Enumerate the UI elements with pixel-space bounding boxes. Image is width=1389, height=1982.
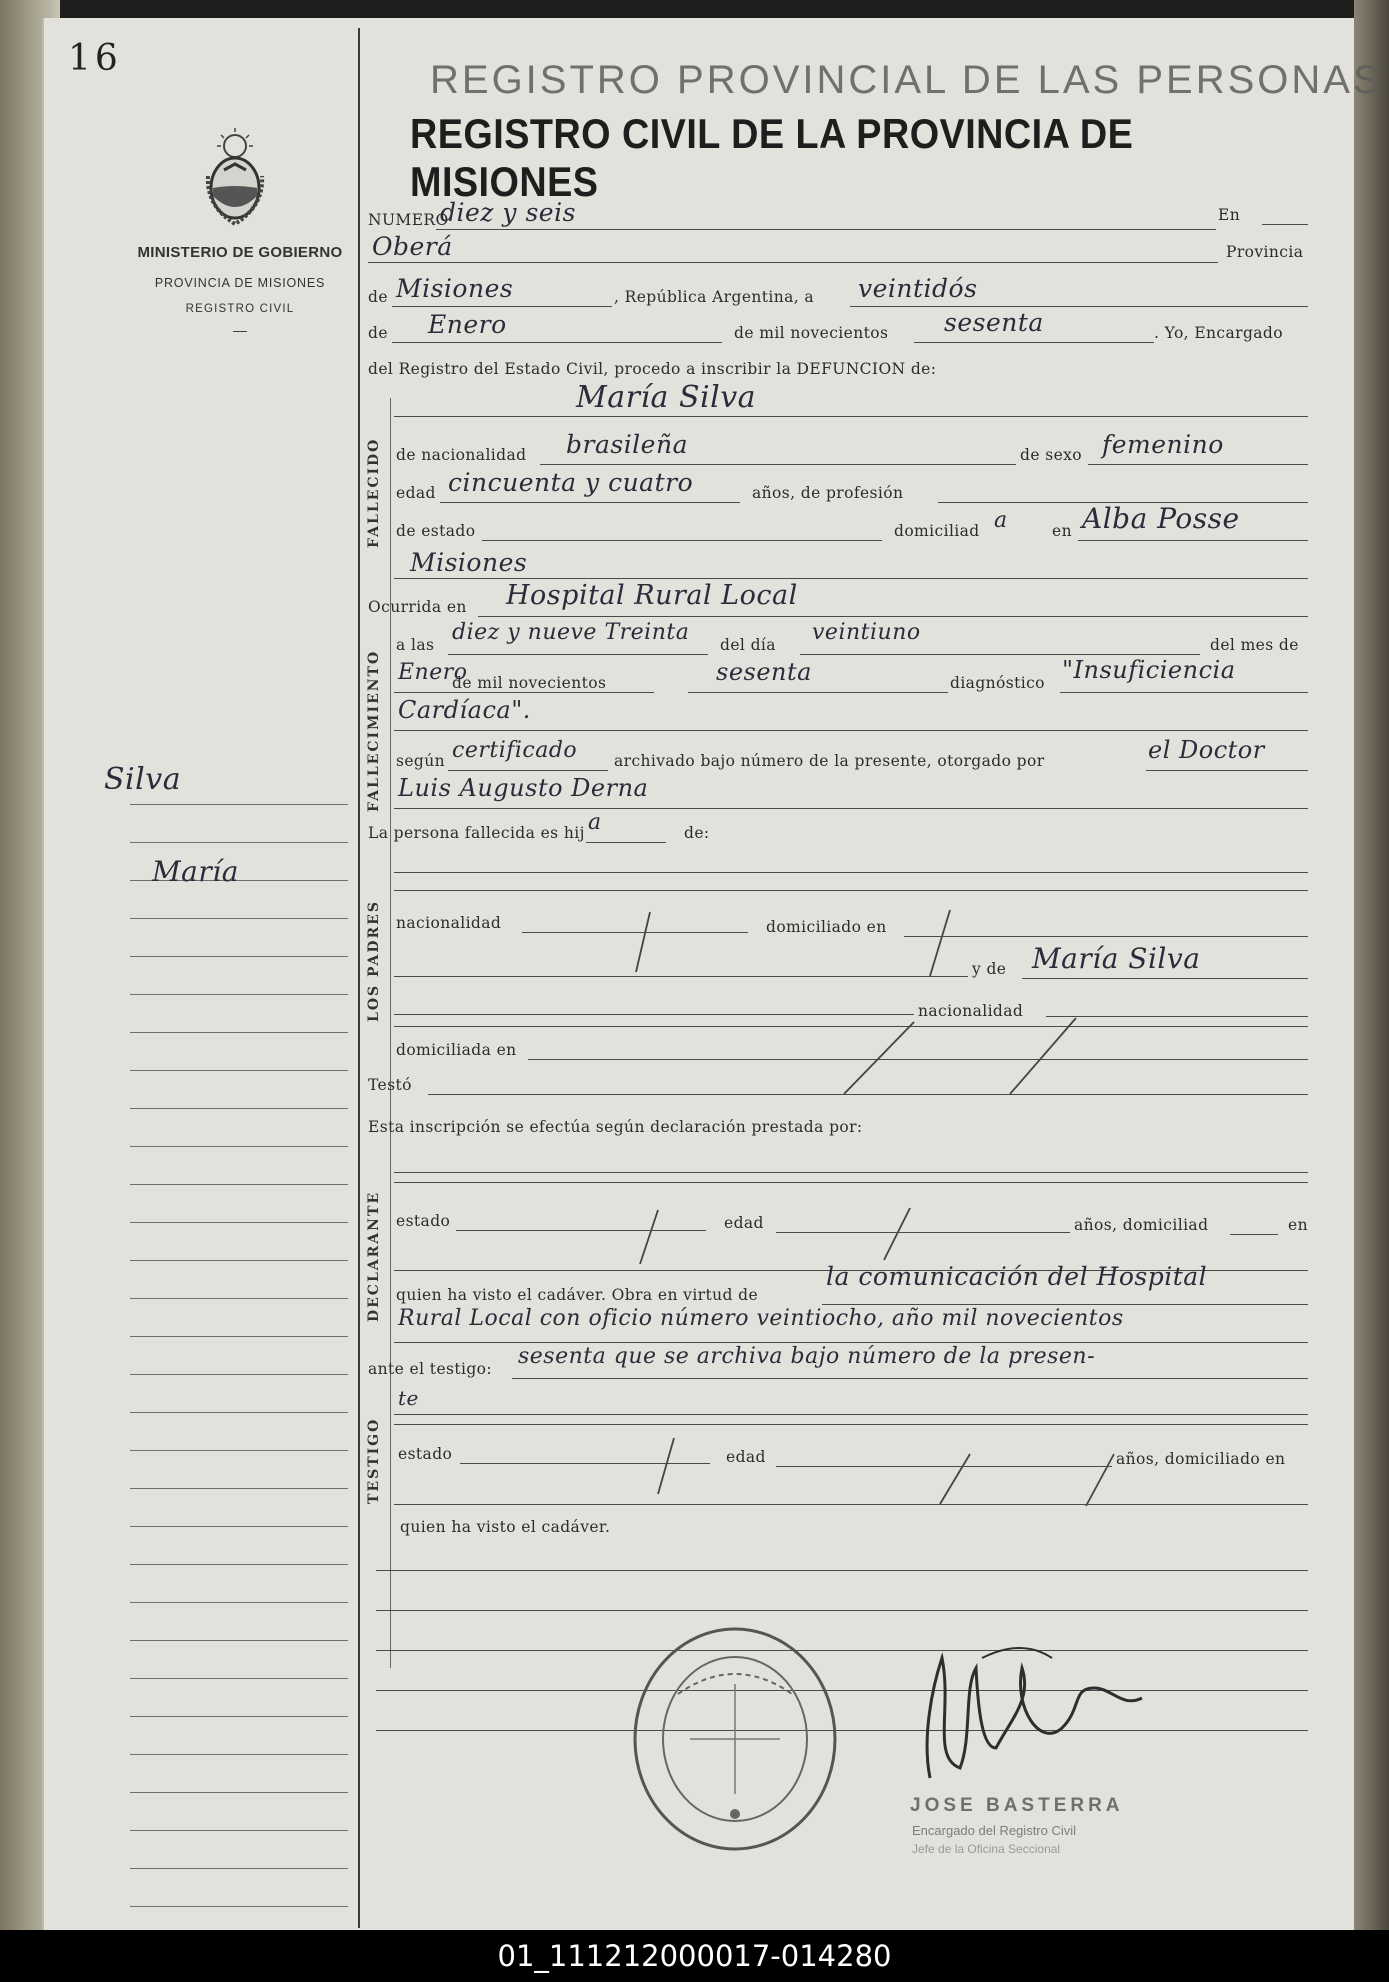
field-line [376, 1650, 1308, 1651]
label-testigo-estado: estado [398, 1445, 453, 1463]
value-domicilio: Alba Posse [1082, 502, 1240, 535]
value-ante2: te [398, 1386, 419, 1410]
field-line [394, 1182, 1308, 1183]
value-edad: cincuenta y cuatro [448, 468, 694, 497]
label-de: de [368, 288, 388, 306]
page-edge [1354, 0, 1389, 1930]
field-line [394, 1014, 914, 1015]
value-provincia: Misiones [396, 274, 514, 303]
label-numero: NUMERO [368, 211, 449, 229]
label-de2: de [368, 324, 388, 342]
field-line [1060, 692, 1308, 693]
label-edad: edad [396, 484, 436, 502]
label-quien-vio2: quien ha visto el cadáver. [400, 1518, 611, 1536]
label-inscripcion: Esta inscripción se efectúa según declaración prestada por: [368, 1118, 863, 1136]
value-dia-fall: veintiuno [812, 620, 921, 645]
label-en2: en [1052, 522, 1072, 540]
label-diagnostico: diagnóstico [950, 674, 1045, 692]
label-declarante-en: en [1288, 1216, 1308, 1234]
field-line [1046, 1016, 1308, 1017]
value-nombre: María Silva [576, 380, 757, 415]
faded-header-stamp: REGISTRO PROVINCIAL DE LAS PERSONAS [430, 58, 1383, 102]
ministry-dash: — [233, 322, 247, 338]
label-yde: y de [972, 960, 1007, 978]
label-declarante-edad: edad [724, 1214, 764, 1232]
field-line [800, 654, 1200, 655]
value-numero: diez y seis [440, 198, 576, 227]
field-line [394, 976, 968, 977]
signature-scribble [912, 1628, 1152, 1788]
label-hija: La persona fallecida es hij [368, 824, 585, 842]
field-line [586, 842, 666, 843]
field-line [528, 1059, 1308, 1060]
field-line [914, 342, 1154, 343]
section-fallecimiento: FALLECIMIENTO [366, 649, 382, 812]
label-alas: a las [396, 636, 435, 654]
label-domiciliad: domiciliad [894, 522, 980, 540]
field-line [394, 578, 1308, 579]
label-mil-novecientos: de mil novecientos [734, 324, 889, 342]
margin-given-name: María [152, 855, 239, 888]
label-ocurrida: Ocurrida en [368, 598, 467, 616]
label-declarante-estado: estado [396, 1212, 451, 1230]
value-diagnostico: "Insuficiencia [1062, 656, 1236, 684]
label-madre-nacionalidad: nacionalidad [918, 1002, 1024, 1020]
label-nacionalidad: de nacionalidad [396, 446, 527, 464]
field-line [482, 540, 882, 541]
value-anio-fall: sesenta [716, 658, 812, 686]
field-line [394, 890, 1308, 891]
margin-surname: Silva [104, 762, 182, 797]
label-estado: de estado [396, 522, 476, 540]
field-line [392, 342, 722, 343]
field-line [394, 692, 654, 693]
field-line [394, 1026, 1308, 1027]
field-line [1088, 464, 1308, 465]
value-hora: diez y nueve Treinta [452, 620, 690, 645]
field-line [448, 654, 708, 655]
field-line [776, 1466, 1112, 1467]
label-deldia: del día [720, 636, 776, 654]
field-line [428, 1094, 1308, 1095]
label-provincia: Provincia [1226, 243, 1304, 261]
field-line [822, 1304, 1308, 1305]
field-line [440, 502, 740, 503]
ministry-registry: REGISTRO CIVIL [185, 303, 295, 315]
field-line [1022, 978, 1308, 979]
field-line [394, 1424, 1308, 1425]
field-line [1078, 540, 1308, 541]
value-dia: veintidós [858, 274, 978, 303]
label-domiciliada: domiciliada en [396, 1041, 517, 1059]
field-line [394, 808, 1308, 809]
field-line [394, 416, 1308, 417]
value-anio: sesenta [944, 308, 1044, 337]
label-mil-novecientos2: de mil novecientos [452, 674, 607, 692]
field-line [436, 229, 1216, 230]
value-domicilio2: Misiones [410, 548, 528, 577]
value-lugar: Oberá [372, 232, 453, 261]
signatory-title: Encargado del Registro Civil [912, 1823, 1077, 1838]
value-doctor: Luis Augusto Derna [398, 774, 649, 802]
field-line [1262, 224, 1308, 225]
image-id-footer: 01_111212000017-014280 [0, 1930, 1389, 1982]
label-de3: de: [684, 824, 710, 842]
label-declarante-anos: años, domiciliad [1074, 1216, 1209, 1234]
value-ante: sesenta que se archiva bajo número de la presen- [518, 1344, 1096, 1369]
label-testigo-anos: años, domiciliado en [1116, 1450, 1286, 1468]
field-line [394, 872, 1308, 873]
value-obra: la comunicación del Hospital [826, 1262, 1208, 1291]
section-rule [390, 398, 391, 1668]
field-line [376, 1610, 1308, 1611]
label-sexo: de sexo [1020, 446, 1083, 464]
field-line [394, 1172, 1308, 1173]
field-line [376, 1730, 1308, 1731]
signatory-subtitle: Jefe de la Oficina Seccional [912, 1842, 1061, 1856]
section-padres: LOS PADRES [366, 900, 382, 1022]
label-testo: Testó [368, 1076, 412, 1094]
label-ante-testigo: ante el testigo: [368, 1360, 493, 1378]
field-line [850, 306, 1308, 307]
label-padre-nacionalidad: nacionalidad [396, 914, 502, 932]
label-anos-profesion: años, de profesión [752, 484, 904, 502]
field-line [776, 1232, 1070, 1233]
field-line [448, 770, 608, 771]
field-line [540, 464, 1016, 465]
field-line [512, 1378, 1308, 1379]
field-line [394, 1414, 1308, 1415]
field-line [394, 1504, 1308, 1505]
label-delmes: del mes de [1210, 636, 1299, 654]
registry-seal-icon [630, 1624, 840, 1854]
field-line [1146, 770, 1308, 771]
section-testigo: TESTIGO [366, 1417, 382, 1504]
field-line [392, 306, 612, 307]
value-mes: Enero [428, 310, 507, 339]
label-registro-line: del Registro del Estado Civil, procedo a inscribir la DEFUNCION de: [368, 360, 937, 378]
value-sexo: femenino [1102, 430, 1224, 459]
value-segun: certificado [452, 738, 578, 763]
field-line [394, 730, 1308, 731]
field-line [376, 1570, 1308, 1571]
field-line [368, 262, 1218, 263]
value-nacionalidad: brasileña [566, 430, 688, 459]
field-line [688, 692, 948, 693]
field-line [522, 932, 748, 933]
value-mes-fall: Enero [398, 660, 468, 685]
field-line [1230, 1234, 1278, 1235]
value-madre: María Silva [1032, 942, 1201, 975]
coat-of-arms-icon [204, 126, 266, 230]
value-domiciliad-suffix: a [994, 508, 1008, 533]
label-archivado: archivado bajo número de la presente, otorgado por [614, 752, 1045, 770]
section-fallecido: FALLECIDO [366, 437, 382, 548]
field-line [456, 1230, 706, 1231]
main-header-stamp: REGISTRO CIVIL DE LA PROVINCIA DE MISIONES [410, 110, 1134, 205]
value-obra2: Rural Local con oficio número veintiocho, año mil novecientos [398, 1306, 1124, 1331]
field-line [394, 1342, 1308, 1343]
page-number: 16 [68, 38, 122, 79]
field-line [376, 1690, 1308, 1691]
field-line [904, 936, 1308, 937]
ministry-province: PROVINCIA DE MISIONES [154, 276, 326, 290]
section-declarante: DECLARANTE [366, 1190, 382, 1322]
value-hija-suffix: a [588, 810, 602, 835]
label-republica: , República Argentina, a [614, 288, 815, 306]
value-ocurrida: Hospital Rural Local [506, 580, 798, 611]
margin-rule [358, 28, 360, 1928]
value-diagnostico2: Cardíaca". [398, 696, 531, 724]
signatory-name: JOSE BASTERRA [910, 1795, 1124, 1816]
label-testigo-edad: edad [726, 1448, 766, 1466]
label-quien-vio: quien ha visto el cadáver. Obra en virtud de [396, 1286, 759, 1304]
value-otorgado: el Doctor [1148, 736, 1265, 764]
label-en: En [1218, 206, 1241, 224]
field-line [460, 1463, 710, 1464]
label-segun: según [396, 752, 446, 770]
label-padre-domicilio: domiciliado en [766, 918, 887, 936]
field-line [478, 616, 1308, 617]
ministry-title: MINISTERIO DE GOBIERNO [137, 244, 343, 261]
label-yo-encargado: . Yo, Encargado [1154, 324, 1283, 342]
